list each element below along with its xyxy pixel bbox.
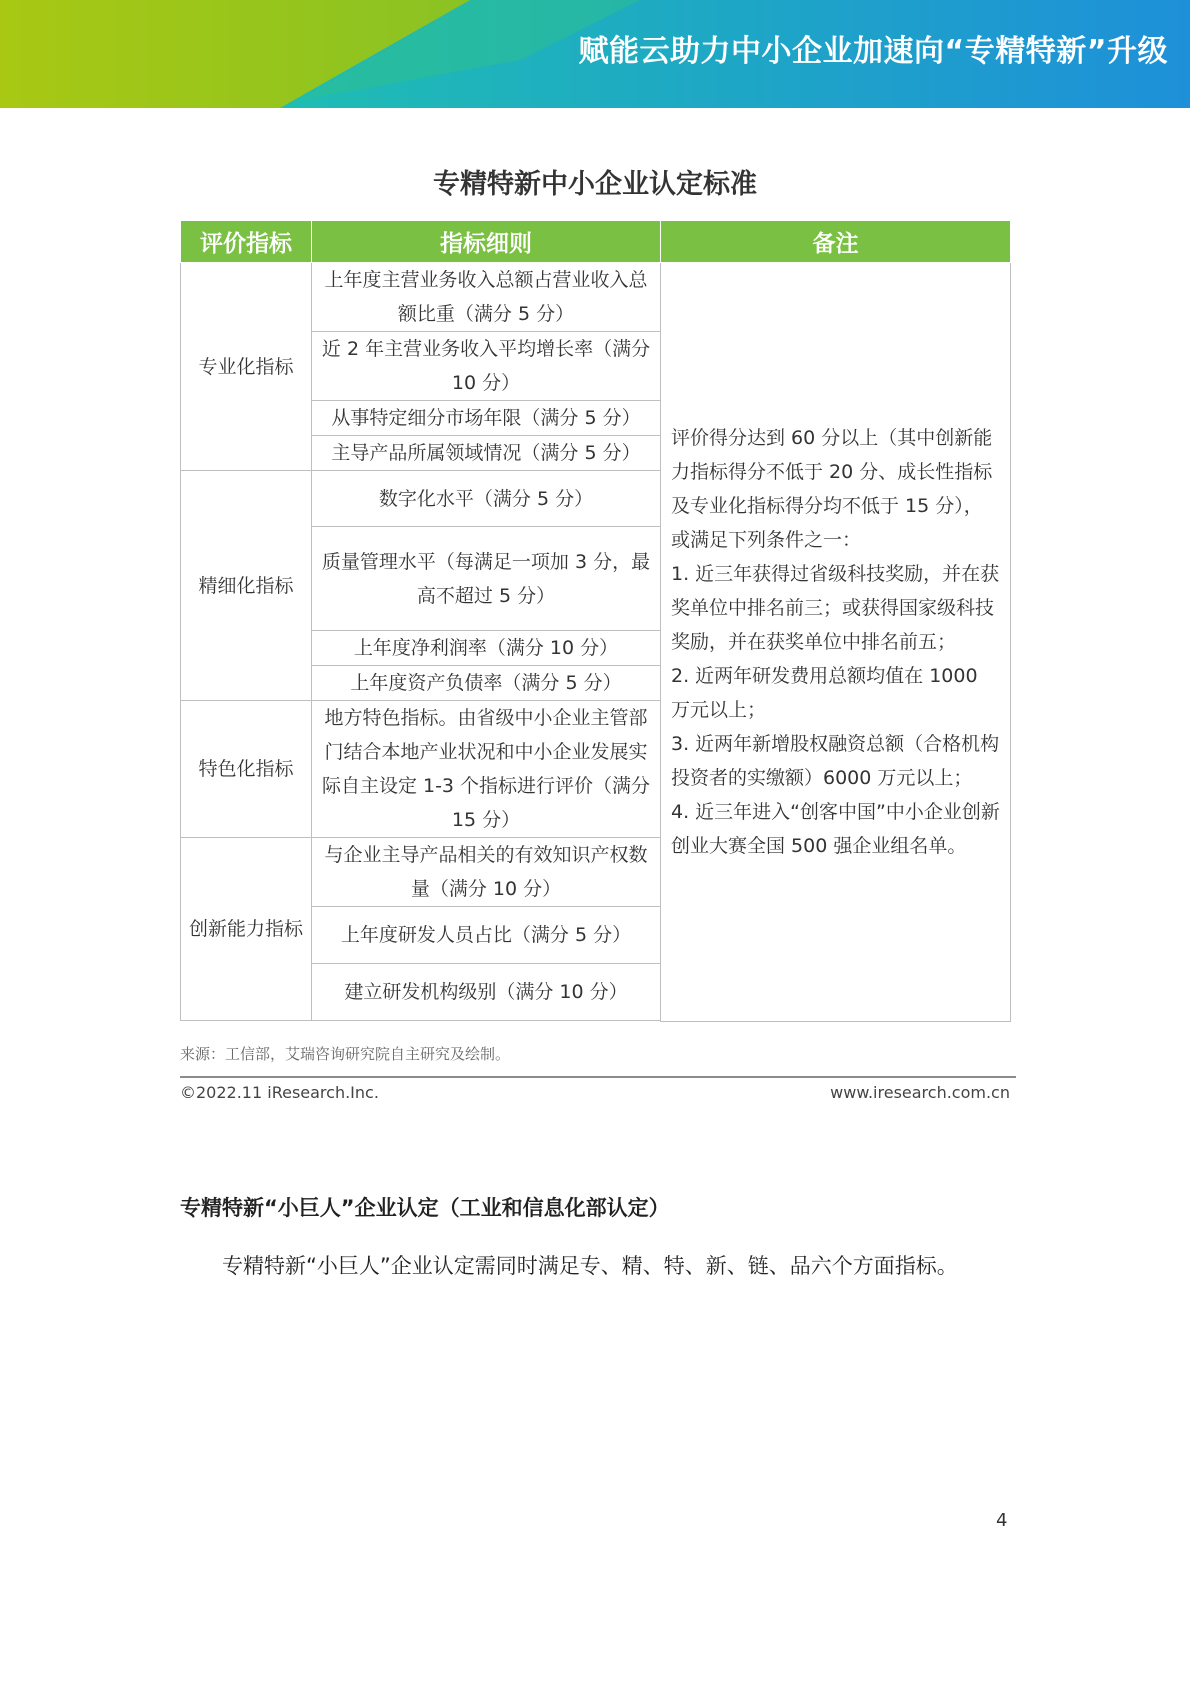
copyright: ©2022.11 iResearch.Inc.	[180, 1083, 379, 1102]
page-number: 4	[996, 1510, 1008, 1531]
detail-cell: 质量管理水平（每满足一项加 3 分，最高不超过 5 分）	[312, 527, 661, 631]
source-note: 来源：工信部，艾瑞咨询研究院自主研究及绘制。	[180, 1045, 511, 1063]
detail-cell: 上年度主营业务收入总额占营业收入总额比重（满分 5 分）	[312, 263, 661, 332]
website-link[interactable]: www.iresearch.com.cn	[830, 1083, 1010, 1102]
body-paragraph: 专精特新“小巨人”企业认定需同时满足专、精、特、新、链、品六个方面指标。	[222, 1254, 958, 1278]
detail-cell: 建立研发机构级别（满分 10 分）	[312, 964, 661, 1021]
detail-cell: 从事特定细分市场年限（满分 5 分）	[312, 401, 661, 436]
note-paragraph: 评价得分达到 60 分以上（其中创新能力指标得分不低于 20 分、成长性指标及专业化指标得分均不低于 15 分），或满足下列条件之一：	[671, 426, 993, 551]
header-cell-note: 备注	[661, 221, 1011, 263]
category-cell: 精细化指标	[181, 471, 312, 701]
header-cell-detail: 指标细则	[312, 221, 661, 263]
table-row	[181, 263, 1011, 332]
table-header-row	[181, 221, 1011, 263]
standards-table	[180, 220, 1011, 1022]
detail-cell: 主导产品所属领域情况（满分 5 分）	[312, 436, 661, 471]
note-paragraph: 4. 近三年进入“创客中国”中小企业创新创业大赛全国 500 强企业组名单。	[671, 800, 1000, 857]
note-paragraph: 1. 近三年获得过省级科技奖励，并在获奖单位中排名前三；或获得国家级科技奖励，并在获奖单位中排名前五；	[671, 562, 1000, 653]
note-paragraph: 3. 近两年新增股权融资总额（合格机构投资者的实缴额）6000 万元以上；	[671, 732, 1000, 789]
detail-cell: 上年度净利润率（满分 10 分）	[312, 631, 661, 666]
category-cell: 专业化指标	[181, 263, 312, 471]
detail-cell: 上年度研发人员占比（满分 5 分）	[312, 907, 661, 964]
detail-cell: 近 2 年主营业务收入平均增长率（满分 10 分）	[312, 332, 661, 401]
note-cell	[661, 263, 1011, 1022]
category-cell: 特色化指标	[181, 701, 312, 838]
table-title: 专精特新中小企业认定标准	[433, 169, 757, 200]
header-banner	[0, 0, 1190, 108]
detail-cell: 与企业主导产品相关的有效知识产权数量（满分 10 分）	[312, 838, 661, 907]
category-cell: 创新能力指标	[181, 838, 312, 1021]
detail-cell: 数字化水平（满分 5 分）	[312, 471, 661, 527]
header-title: 赋能云助力中小企业加速向“专精特新”升级	[578, 34, 1168, 69]
header-cell-indicator: 评价指标	[181, 221, 312, 263]
detail-cell: 上年度资产负债率（满分 5 分）	[312, 666, 661, 701]
footer-divider	[180, 1076, 1016, 1078]
note-paragraph: 2. 近两年研发费用总额均值在 1000 万元以上；	[671, 664, 978, 721]
detail-cell: 地方特色指标。由省级中小企业主管部门结合本地产业状况和中小企业发展实际自主设定 1-3 个指标进行评价（满分 15 分）	[312, 701, 661, 838]
section-heading: 专精特新“小巨人”企业认定（工业和信息化部认定）	[180, 1196, 670, 1220]
